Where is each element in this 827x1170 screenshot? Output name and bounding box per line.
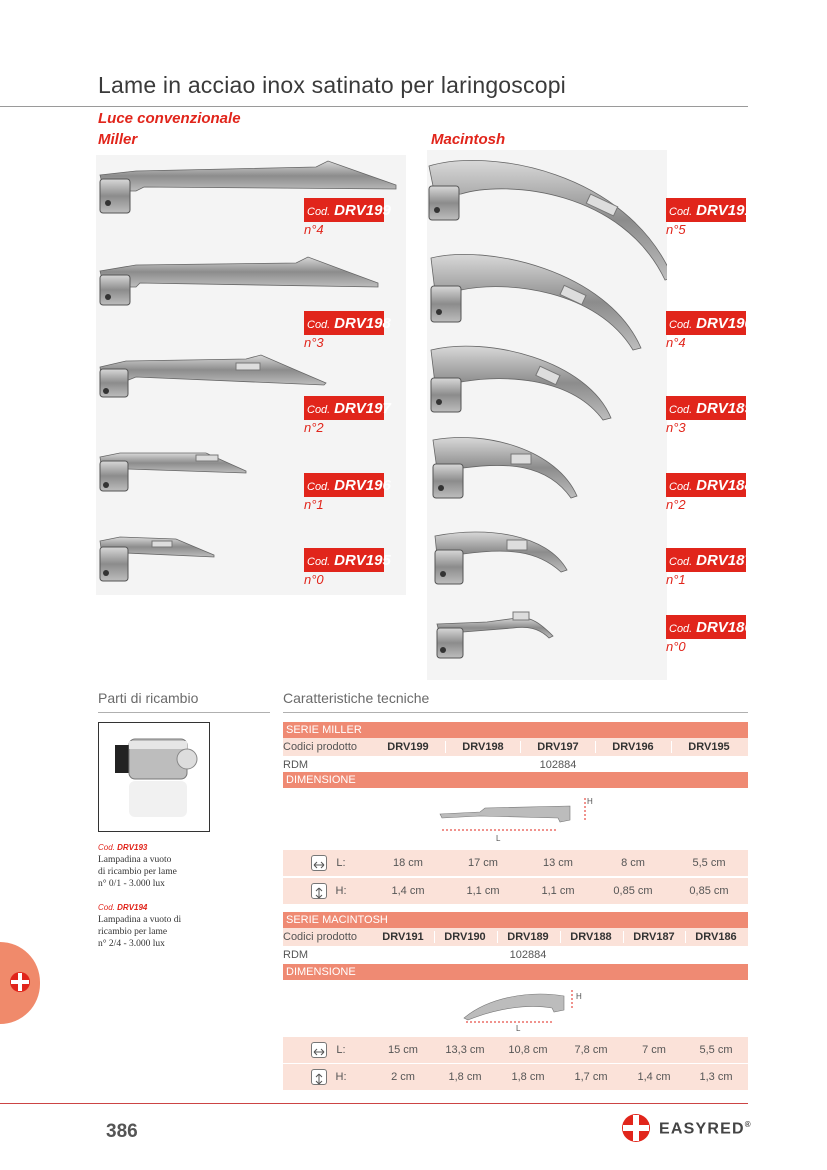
height-label: H:	[335, 885, 347, 897]
code-cell: DRV199	[387, 741, 429, 753]
size-label: n°3	[304, 335, 324, 350]
macintosh-series-header: SERIE MACINTOSH	[283, 912, 748, 928]
height-cell: 1,1 cm	[466, 885, 500, 897]
code-cell: DRV197	[537, 741, 579, 753]
rdm-label: RDM	[283, 949, 309, 961]
macintosh-length-row	[283, 1037, 748, 1063]
spare-part-drv194: Cod. DRV194 Lampadina a vuoto di ricambio per lame n° 2/4 - 3.000 lux	[98, 903, 182, 949]
page-number: 386	[106, 1121, 138, 1142]
length-arrow-icon	[311, 1042, 327, 1058]
length-cell: 18 cm	[393, 857, 423, 869]
code-cell: DRV189	[507, 931, 549, 943]
size-label: n°3	[666, 420, 686, 435]
length-cell: 7,8 cm	[574, 1044, 608, 1056]
code-cell: DRV196	[612, 741, 654, 753]
height-cell: 0,85 cm	[689, 885, 729, 897]
macintosh-codes-row	[283, 928, 748, 946]
height-cell: 0,85 cm	[613, 885, 653, 897]
length-cell: 17 cm	[468, 857, 498, 869]
code-cell: DRV190	[444, 931, 486, 943]
macintosh-rdm-row	[283, 946, 748, 964]
specs-divider	[283, 712, 748, 713]
title-divider	[0, 106, 748, 107]
l-marker: L	[496, 834, 501, 843]
macintosh-dimension-diagram	[458, 982, 588, 1038]
height-cell: 1,7 cm	[574, 1071, 608, 1083]
brand-name: EASYRED®	[659, 1120, 752, 1138]
spare-parts-divider	[98, 712, 270, 713]
miller-codes-row	[283, 738, 748, 756]
miller-dimension-diagram	[430, 790, 600, 846]
macintosh-height-row	[283, 1064, 748, 1090]
height-cell: 1,8 cm	[448, 1071, 482, 1083]
height-arrow-icon	[311, 883, 327, 899]
code-badge-drv188: Cod. DRV188	[666, 473, 746, 497]
size-label: n°4	[666, 335, 686, 350]
length-cell: 13,3 cm	[445, 1044, 485, 1056]
size-label: n°5	[666, 222, 686, 237]
length-cell: 5,5 cm	[692, 857, 726, 869]
rdm-label: RDM	[283, 759, 309, 771]
length-cell: 13 cm	[543, 857, 573, 869]
rdm-value: 102884	[539, 759, 577, 771]
code-cell: DRV191	[382, 931, 424, 943]
code-cell: DRV187	[633, 931, 675, 943]
length-label: L:	[336, 857, 346, 869]
rdm-value: 102884	[509, 949, 547, 961]
h-marker: H	[587, 797, 593, 806]
macintosh-dimension-header: DIMENSIONE	[283, 964, 748, 980]
length-cell: 8 cm	[621, 857, 645, 869]
subtitle: Luce convenzionale	[98, 110, 241, 127]
code-badge-drv195: Cod. DRV195	[304, 548, 384, 572]
code-cell: DRV188	[570, 931, 612, 943]
length-arrow-icon	[311, 855, 327, 871]
miller-heading: Miller	[98, 131, 138, 148]
code-badge-drv197: Cod. DRV197	[304, 396, 384, 420]
code-cell: DRV198	[462, 741, 504, 753]
code-badge-drv186: Cod. DRV186	[666, 615, 746, 639]
macintosh-heading: Macintosh	[431, 131, 506, 148]
size-label: n°1	[666, 572, 686, 587]
size-label: n°4	[304, 222, 324, 237]
length-cell: 5,5 cm	[699, 1044, 733, 1056]
easyred-logo-icon	[621, 1113, 651, 1143]
height-cell: 2 cm	[391, 1071, 415, 1083]
size-label: n°2	[304, 420, 324, 435]
l-marker: L	[516, 1024, 521, 1033]
height-cell: 1,8 cm	[511, 1071, 545, 1083]
macintosh-blades-image	[427, 150, 667, 680]
code-cell: DRV195	[688, 741, 730, 753]
length-label: L:	[336, 1044, 346, 1056]
miller-length-row	[283, 850, 748, 876]
height-arrow-icon	[311, 1069, 327, 1085]
code-badge-drv196: Cod. DRV196	[304, 473, 384, 497]
code-badge-drv189: Cod. DRV189	[666, 396, 746, 420]
code-badge-drv190: Cod. DRV190	[666, 311, 746, 335]
specs-heading: Caratteristiche tecniche	[283, 690, 430, 706]
section-side-tab[interactable]	[0, 942, 40, 1024]
miller-dimension-header: DIMENSIONE	[283, 772, 748, 788]
size-label: n°0	[304, 572, 324, 587]
page-title: Lame in acciao inox satinato per laringoscopi	[98, 72, 566, 98]
height-label: H:	[335, 1071, 347, 1083]
code-badge-drv187: Cod. DRV187	[666, 548, 746, 572]
spare-parts-heading: Parti di ricambio	[98, 690, 199, 706]
size-label: n°1	[304, 497, 324, 512]
size-label: n°2	[666, 497, 686, 512]
miller-series-header: SERIE MILLER	[283, 722, 748, 738]
length-cell: 7 cm	[642, 1044, 666, 1056]
bulb-image-frame	[98, 722, 210, 832]
easyred-cross-icon	[8, 970, 32, 994]
height-cell: 1,1 cm	[541, 885, 575, 897]
codes-label: Codici prodotto	[283, 741, 357, 753]
footer-divider	[0, 1103, 748, 1104]
bulb-image	[99, 723, 209, 831]
height-cell: 1,3 cm	[699, 1071, 733, 1083]
height-cell: 1,4 cm	[637, 1071, 671, 1083]
code-cell: DRV186	[695, 931, 737, 943]
h-marker: H	[576, 992, 582, 1001]
spare-part-drv193: Cod. DRV193 Lampadina a vuoto di ricambio per lame n° 0/1 - 3.000 lux	[98, 843, 177, 889]
code-badge-drv191: Cod. DRV191	[666, 198, 746, 222]
length-cell: 10,8 cm	[508, 1044, 548, 1056]
code-badge-drv198: Cod. DRV198	[304, 311, 384, 335]
length-cell: 15 cm	[388, 1044, 418, 1056]
code-badge-drv199: Cod. DRV199	[304, 198, 384, 222]
codes-label: Codici prodotto	[283, 931, 357, 943]
size-label: n°0	[666, 639, 686, 654]
miller-height-row	[283, 878, 748, 904]
height-cell: 1,4 cm	[391, 885, 425, 897]
